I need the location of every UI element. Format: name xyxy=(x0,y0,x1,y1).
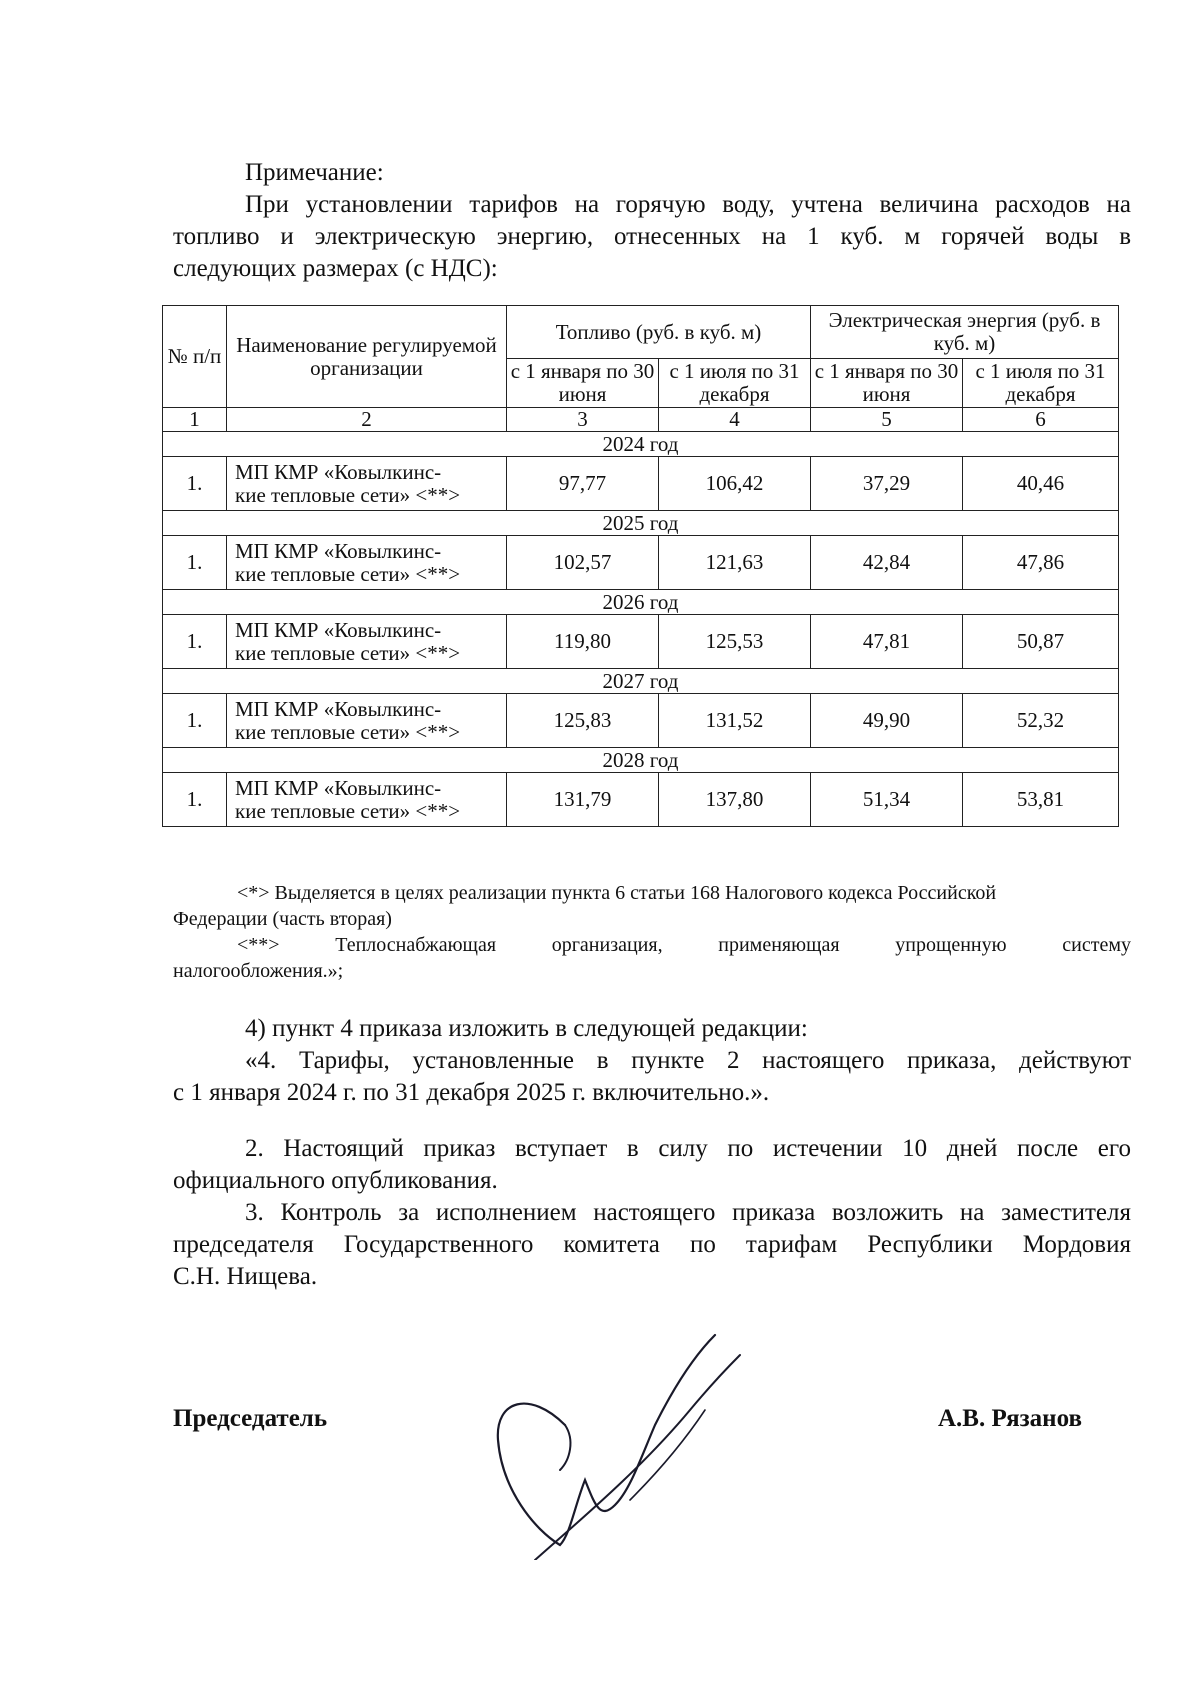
fuel-second-half: 121,63 xyxy=(659,536,811,590)
fuel-second-half: 125,53 xyxy=(659,615,811,669)
footnote-1-line-1: <*> Выделяется в целях реализации пункта 6 статьи 168 Налогового кодекса Российской xyxy=(237,882,997,904)
header-fuel: Топливо (руб. в куб. м) xyxy=(507,306,811,359)
row-number: 1. xyxy=(163,773,227,827)
header-energy-jul-dec: с 1 июля по 31 декабря xyxy=(963,359,1119,408)
clause-2-line-1: 2. Настоящий приказ вступает в силу по истечении 10 дней после его xyxy=(245,1135,1131,1162)
header-fuel-jul-dec: с 1 июля по 31 декабря xyxy=(659,359,811,408)
fuel-second-half: 137,80 xyxy=(659,773,811,827)
fuel-first-half: 97,77 xyxy=(507,457,659,511)
note-heading: Примечание: xyxy=(245,159,384,186)
organization-name: МП КМР «Ковылкинс- кие тепловые сети» <**> xyxy=(227,457,507,511)
table-row xyxy=(163,457,1119,511)
energy-second-half: 47,86 xyxy=(963,536,1119,590)
fuel-first-half: 119,80 xyxy=(507,615,659,669)
organization-name: МП КМР «Ковылкинс- кие тепловые сети» <**> xyxy=(227,536,507,590)
clause-3-line-2: председателя Государственного комитета по тарифам Республики Мордовия xyxy=(173,1231,1131,1258)
row-number: 1. xyxy=(163,615,227,669)
year-label: 2024 год xyxy=(163,432,1119,457)
fuel-first-half: 102,57 xyxy=(507,536,659,590)
column-number: 3 xyxy=(507,408,659,432)
column-number: 4 xyxy=(659,408,811,432)
clause-2-line-2: официального опубликования. xyxy=(173,1167,498,1194)
row-number: 1. xyxy=(163,457,227,511)
header-num: № п/п xyxy=(163,306,227,408)
year-label: 2028 год xyxy=(163,748,1119,773)
column-number: 2 xyxy=(227,408,507,432)
clause-3-line-3: С.Н. Нищева. xyxy=(173,1263,318,1290)
energy-second-half: 52,32 xyxy=(963,694,1119,748)
year-label: 2027 год xyxy=(163,669,1119,694)
row-number: 1. xyxy=(163,694,227,748)
fuel-second-half: 106,42 xyxy=(659,457,811,511)
note-line-2: топливо и электрическую энергию, отнесенных на 1 куб. м горячей воды в xyxy=(173,223,1131,250)
energy-first-half: 42,84 xyxy=(811,536,963,590)
table-header-row-1 xyxy=(163,306,1119,359)
column-number: 1 xyxy=(163,408,227,432)
note-line-3: следующих размерах (с НДС): xyxy=(173,255,498,282)
energy-second-half: 40,46 xyxy=(963,457,1119,511)
note-line-1: При установлении тарифов на горячую воду, учтена величина расходов на xyxy=(245,191,1131,218)
table-row xyxy=(163,536,1119,590)
table-row xyxy=(163,615,1119,669)
header-organization: Наименование регулируемой организации xyxy=(227,306,507,408)
year-row xyxy=(163,432,1119,457)
organization-name: МП КМР «Ковылкинс- кие тепловые сети» <**> xyxy=(227,615,507,669)
energy-first-half: 37,29 xyxy=(811,457,963,511)
signatory-name: А.В. Рязанов xyxy=(938,1405,1082,1432)
row-number: 1. xyxy=(163,536,227,590)
year-row xyxy=(163,511,1119,536)
header-energy-jan-jun: с 1 января по 30 июня xyxy=(811,359,963,408)
table-row xyxy=(163,694,1119,748)
year-label: 2026 год xyxy=(163,590,1119,615)
header-energy: Электрическая энергия (руб. в куб. м) xyxy=(811,306,1119,359)
footnote-2-line-1: <**> Теплоснабжающая организация, применяющая упрощенную систему xyxy=(237,934,1131,956)
item-4-line-3: с 1 января 2024 г. по 31 декабря 2025 г. включительно.». xyxy=(173,1079,770,1106)
fuel-second-half: 131,52 xyxy=(659,694,811,748)
energy-first-half: 49,90 xyxy=(811,694,963,748)
item-4-line-2: «4. Тарифы, установленные в пункте 2 настоящего приказа, действуют xyxy=(245,1047,1131,1074)
fuel-first-half: 131,79 xyxy=(507,773,659,827)
year-row xyxy=(163,748,1119,773)
energy-second-half: 53,81 xyxy=(963,773,1119,827)
footnote-1-line-2: Федерации (часть вторая) xyxy=(173,908,392,930)
organization-name: МП КМР «Ковылкинс- кие тепловые сети» <**> xyxy=(227,694,507,748)
tariff-table xyxy=(162,305,1119,827)
energy-second-half: 50,87 xyxy=(963,615,1119,669)
year-row xyxy=(163,590,1119,615)
column-number: 6 xyxy=(963,408,1119,432)
organization-name: МП КМР «Ковылкинс- кие тепловые сети» <**> xyxy=(227,773,507,827)
clause-3-line-1: 3. Контроль за исполнением настоящего приказа возложить на заместителя xyxy=(245,1199,1131,1226)
energy-first-half: 51,34 xyxy=(811,773,963,827)
year-row xyxy=(163,669,1119,694)
fuel-first-half: 125,83 xyxy=(507,694,659,748)
handwritten-signature xyxy=(490,1330,790,1560)
column-number: 5 xyxy=(811,408,963,432)
header-fuel-jan-jun: с 1 января по 30 июня xyxy=(507,359,659,408)
energy-first-half: 47,81 xyxy=(811,615,963,669)
year-label: 2025 год xyxy=(163,511,1119,536)
signatory-position: Председатель xyxy=(173,1405,328,1432)
column-number-row xyxy=(163,408,1119,432)
item-4-line-1: 4) пункт 4 приказа изложить в следующей редакции: xyxy=(245,1015,808,1042)
footnote-2-line-2: налогообложения.»; xyxy=(173,960,344,982)
table-row xyxy=(163,773,1119,827)
